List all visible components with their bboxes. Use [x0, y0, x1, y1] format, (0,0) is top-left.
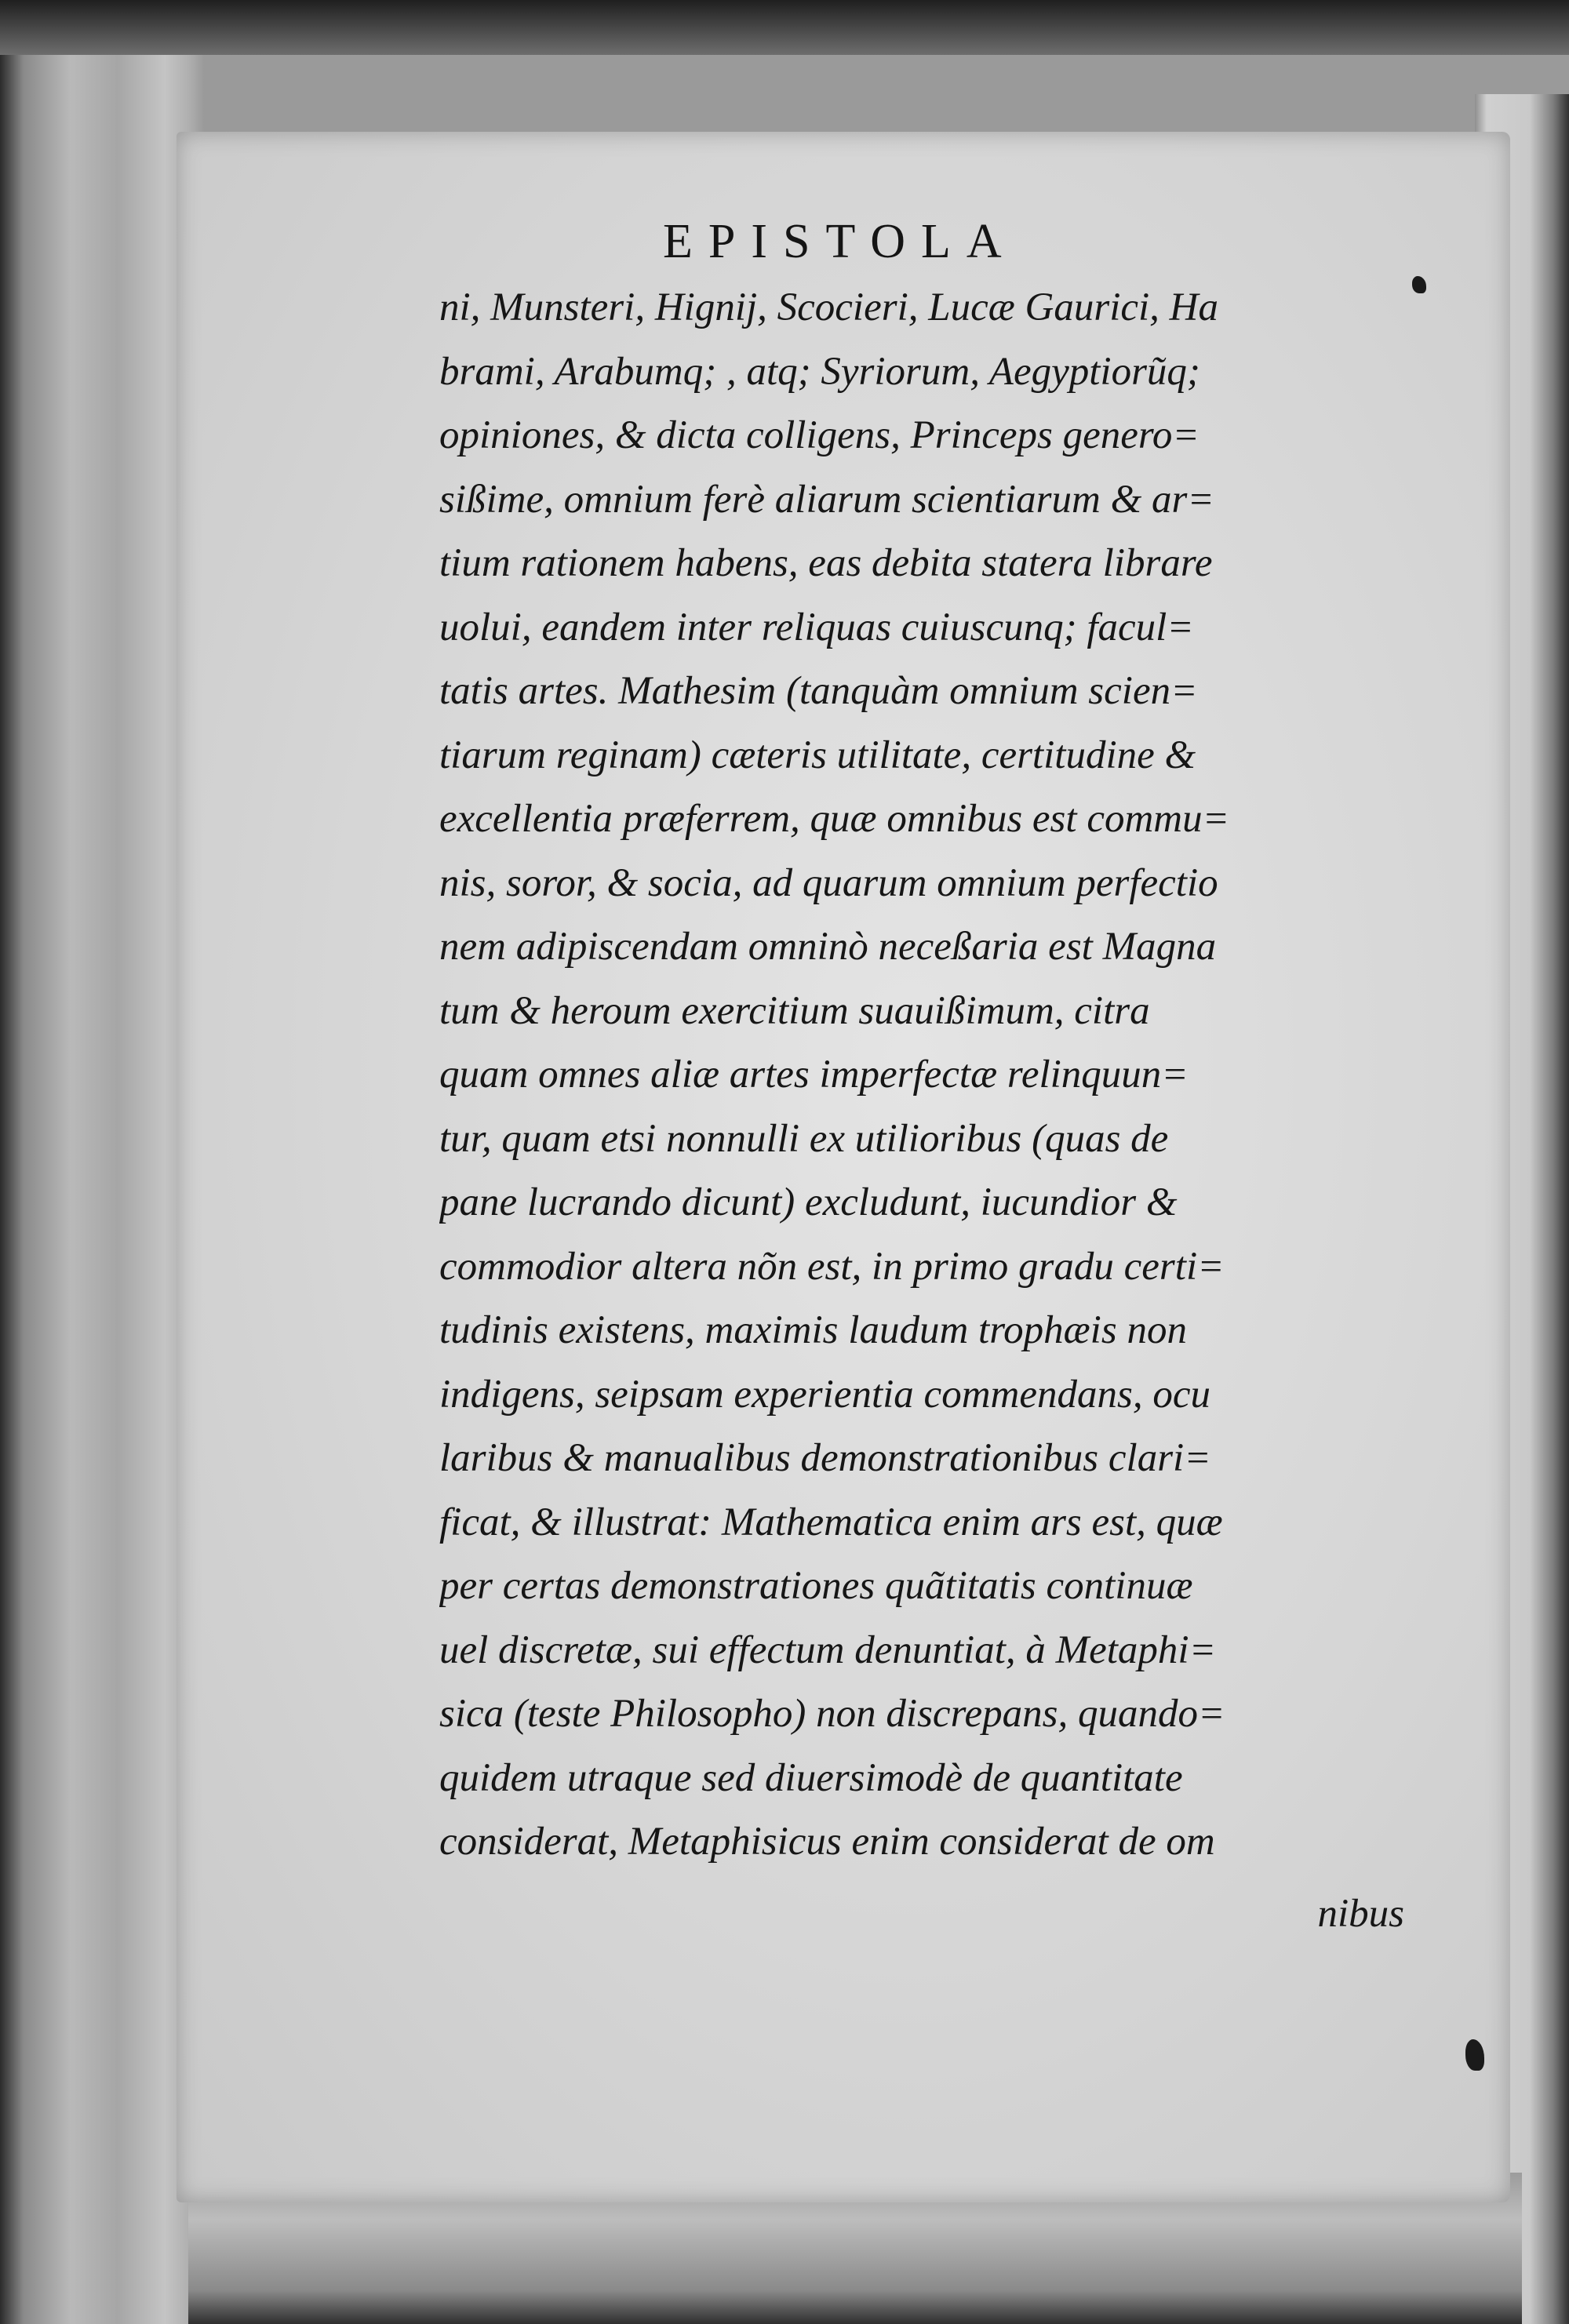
text-line: ni, Munsteri, Hignij, Scocieri, Lucæ Gaurici, Ha	[439, 285, 1219, 329]
text-line: per certas demonstrationes quãtitatis continuæ	[439, 1564, 1193, 1608]
text-line: tudinis existens, maximis laudum trophæis non	[439, 1308, 1187, 1352]
text-line: tum & heroum exercitium suauißimum, citra	[439, 988, 1150, 1033]
text-line: sißime, omnium ferè aliarum scientiarum & ar=	[439, 477, 1214, 522]
text-line: commodior altera nõn est, in primo gradu certi=	[439, 1244, 1225, 1289]
text-line: sica (teste Philosopho) non discrepans, quando=	[439, 1692, 1225, 1736]
text-line: tatis artes. Mathesim (tanquàm omnium scien=	[439, 669, 1198, 713]
text-line: laribus & manualibus demonstrationibus clari=	[439, 1436, 1211, 1480]
text-line: ficat, & illustrat: Mathematica enim ars est, quæ	[439, 1500, 1223, 1544]
text-line: tium rationem habens, eas debita statera librare	[439, 541, 1213, 585]
text-line: quam omnes aliæ artes imperfectæ relinquun=	[439, 1053, 1189, 1097]
catchword: nibus	[1317, 1892, 1404, 1936]
text-line: nis, soror, & socia, ad quarum omnium perfectio	[439, 860, 1218, 905]
running-head: EPISTOLA	[663, 215, 1017, 268]
text-line: tur, quam etsi nonnulli ex utilioribus (quas de	[439, 1116, 1169, 1161]
text-line: uel discretæ, sui effectum denuntiat, à Metaphi=	[439, 1628, 1217, 1672]
body-text	[439, 276, 1404, 1875]
text-line: pane lucrando dicunt) excludunt, iucundior &	[439, 1180, 1178, 1224]
text-line: indigens, seipsam experientia commendans, ocu	[439, 1372, 1210, 1417]
text-line: nem adipiscendam omninò neceßaria est Magna	[439, 925, 1217, 969]
text-line: quidem utraque sed diuersimodè de quantitate	[439, 1755, 1183, 1800]
text-line: considerat, Metaphisicus enim considerat de om	[439, 1820, 1215, 1864]
text-line: tiarum reginam) cæteris utilitate, certitudine &	[439, 733, 1196, 777]
text-line: uolui, eandem inter reliquas cuiuscunq; facul=	[439, 605, 1194, 649]
text-line: excellentia præferrem, quæ omnibus est commu=	[439, 797, 1230, 841]
text-line: brami, Arabumq; , atq; Syriorum, Aegyptiorũq;	[439, 349, 1200, 394]
text-line: opiniones, & dicta colligens, Princeps genero=	[439, 413, 1200, 457]
